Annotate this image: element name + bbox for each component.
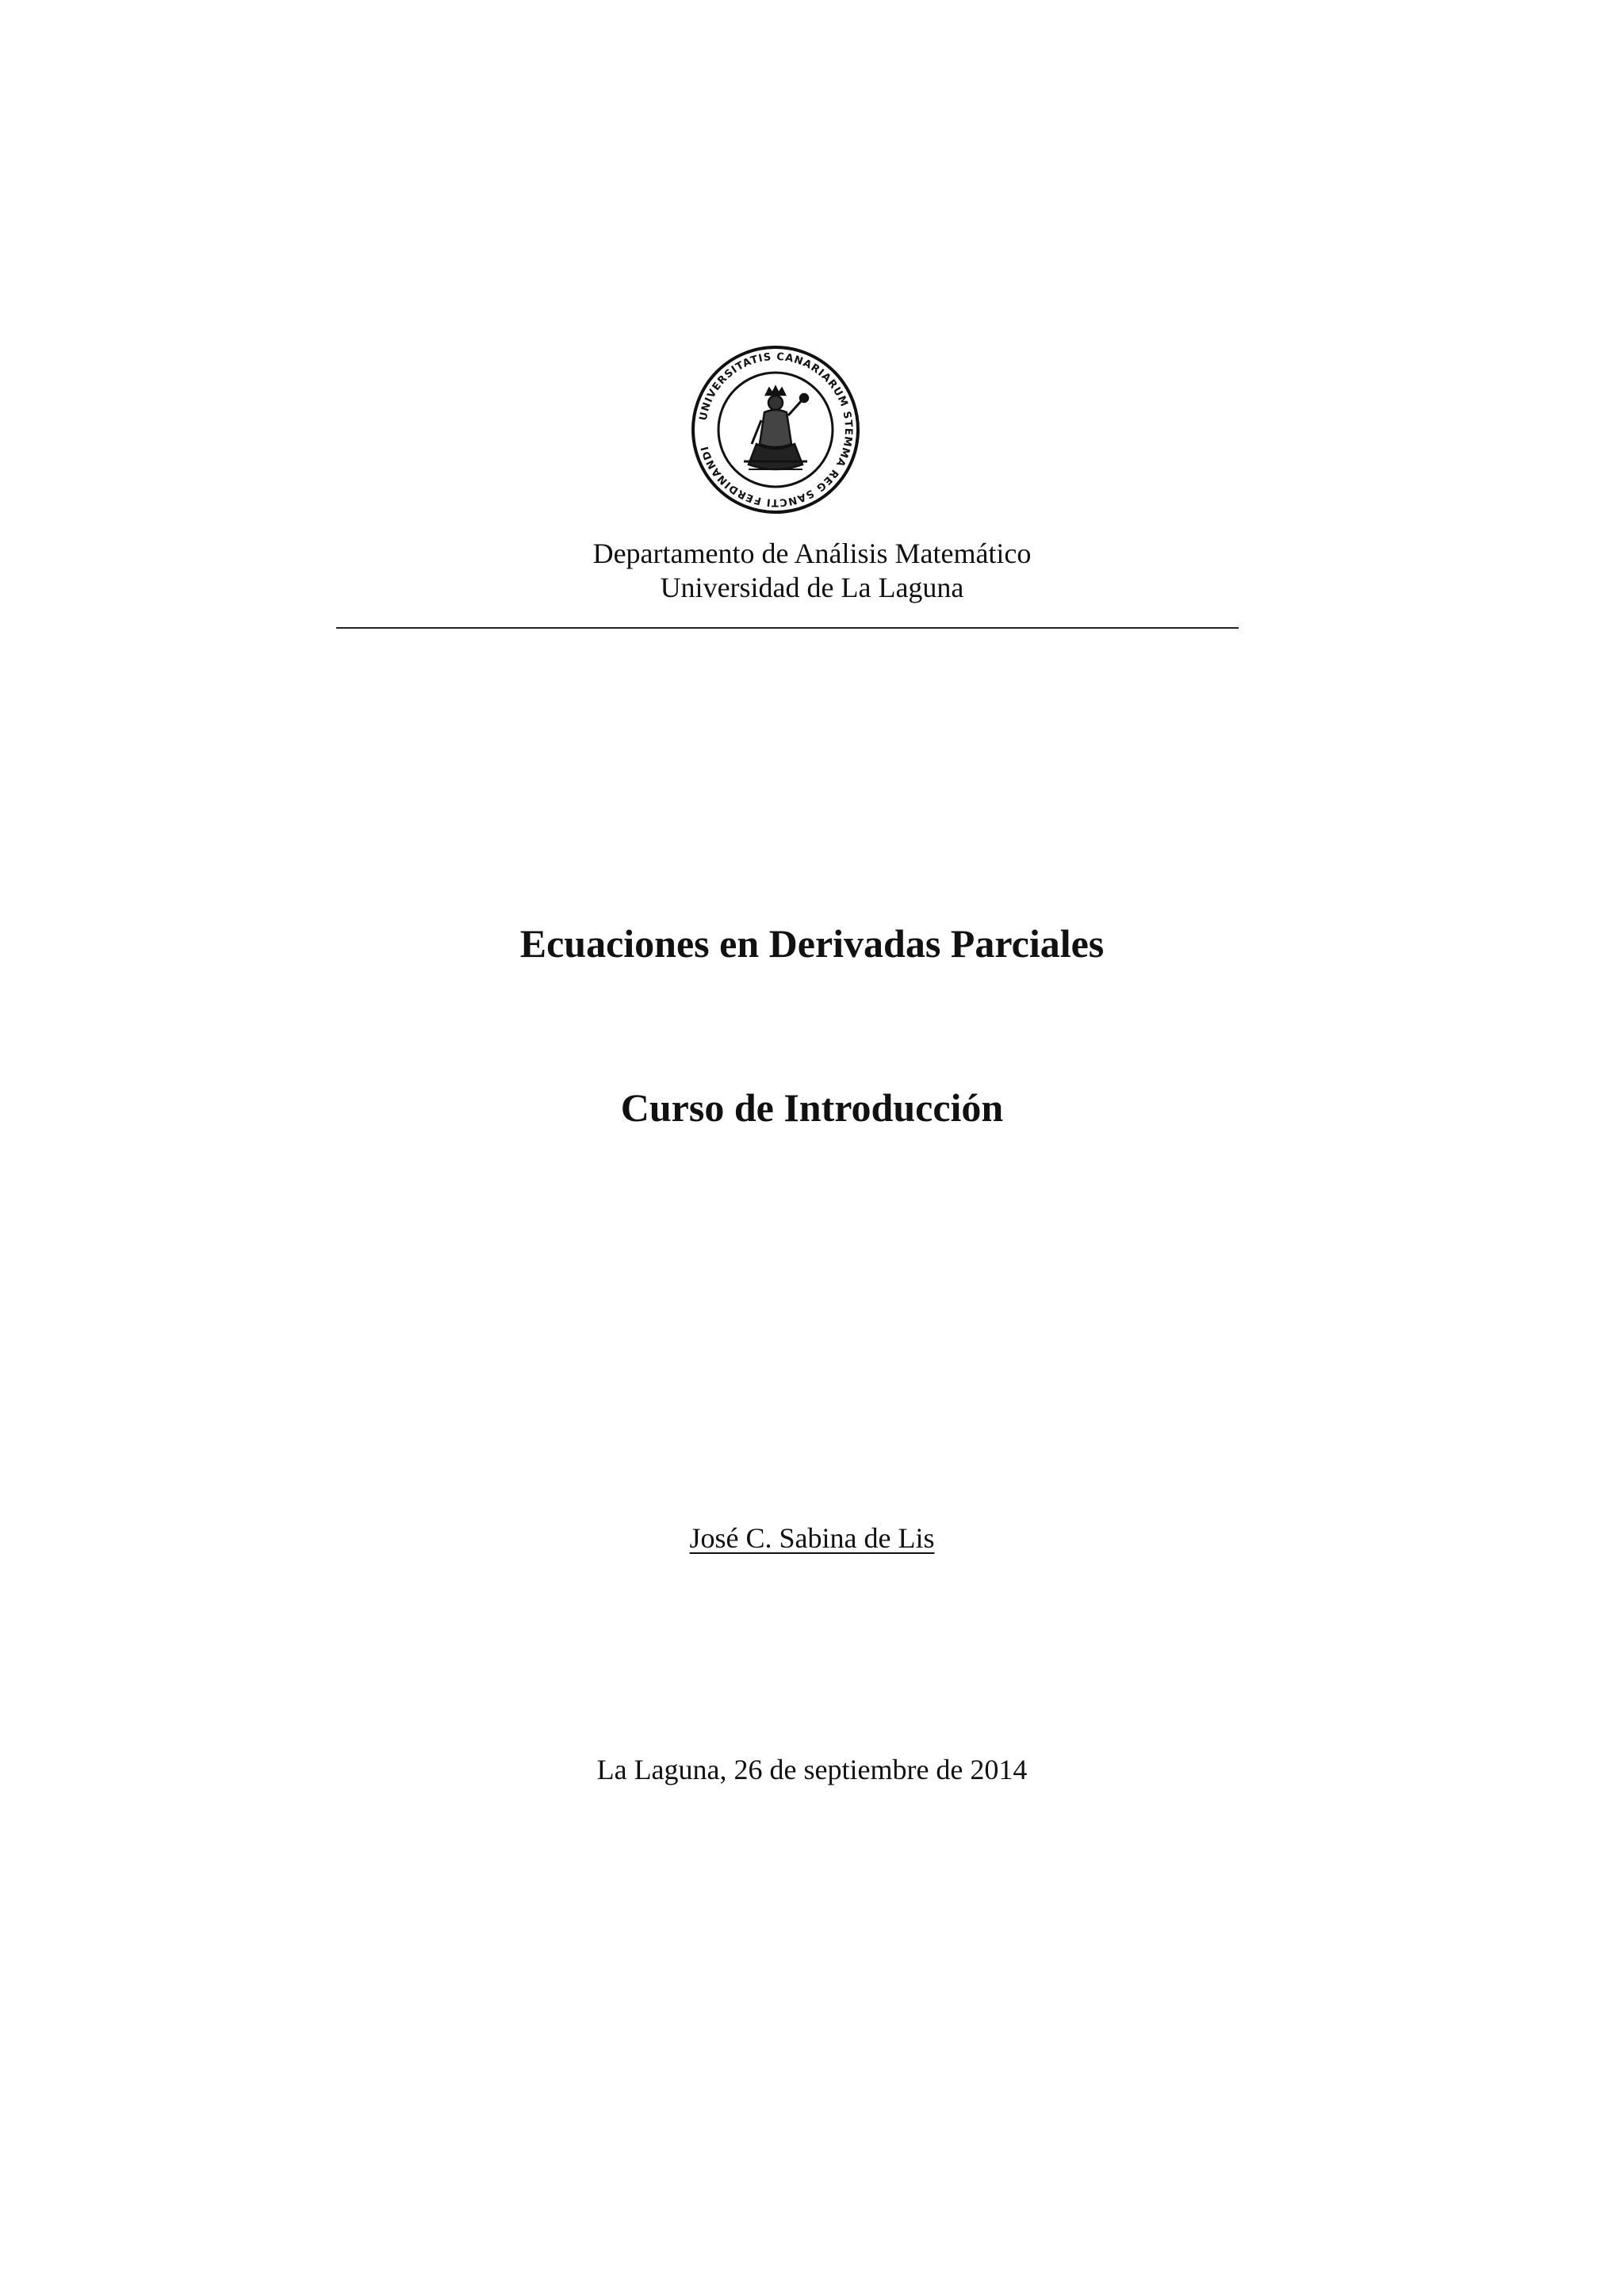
publication-date: La Laguna, 26 de septiembre de 2014 (596, 1754, 1028, 1785)
seal-lettering: UNIVERSITATIS CANARIARUM STEMMA REG SANCTI FERDINANDI (697, 350, 855, 509)
document-subtitle: Curso de Introducción (620, 1085, 1004, 1130)
author-name: José C. Sabina de Lis (689, 1522, 935, 1554)
university-seal-icon (688, 342, 863, 517)
university-name: Universidad de La Laguna (660, 572, 964, 603)
author-line (0, 1521, 1624, 1556)
department-name: Departamento de Análisis Matemático (592, 538, 1032, 569)
document-title: Ecuaciones en Derivadas Parciales (519, 921, 1105, 966)
header-divider (336, 627, 1239, 629)
